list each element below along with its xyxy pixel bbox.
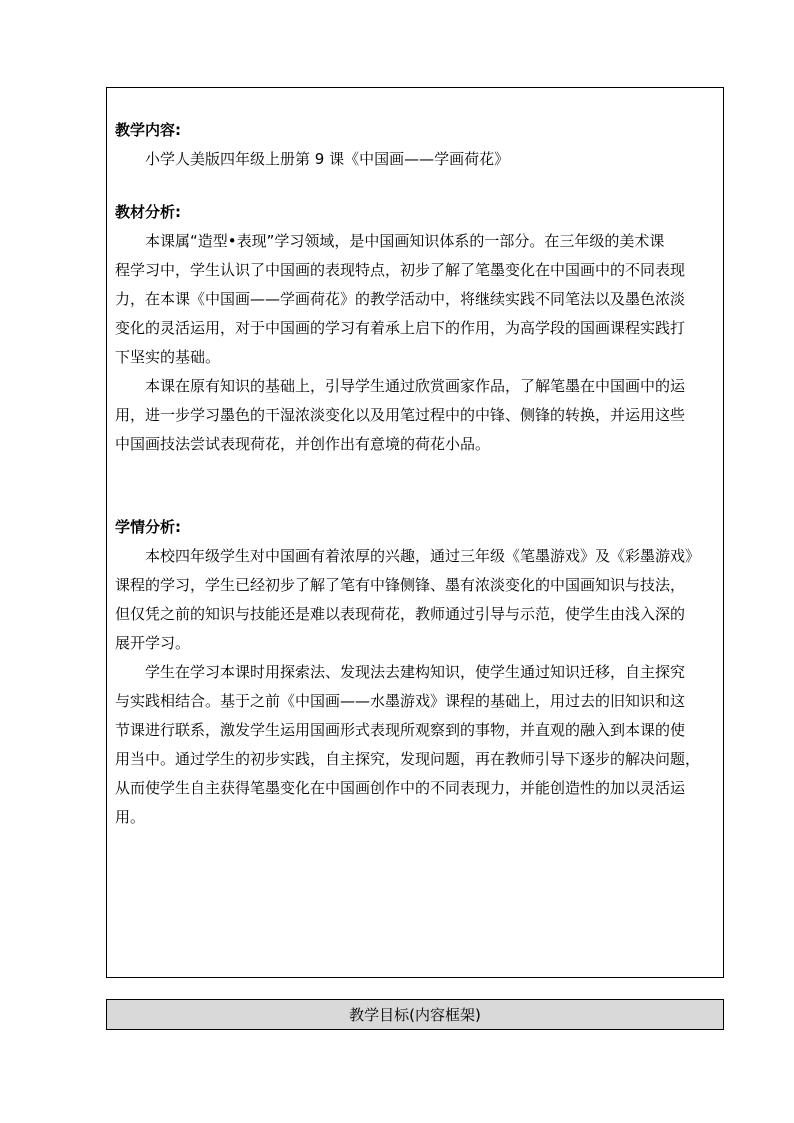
textbook-analysis-line: 本课在原有知识的基础上，引导学生通过欣赏画家作品，了解笔墨在中国画中的运	[145, 377, 686, 395]
teaching-objectives-header	[106, 999, 724, 1030]
student-analysis-title: 学情分析:	[115, 518, 181, 536]
textbook-analysis-line: 程学习中，学生认识了中国画的表现特点，初步了解了笔墨变化在中国画中的不同表现	[115, 261, 686, 279]
teaching-objectives-label: 教学目标(内容框架)	[349, 1006, 481, 1024]
teaching-content-text: 小学人美版四年级上册第 9 课《中国画——学画荷花》	[145, 150, 510, 168]
student-analysis-line: 用当中。通过学生的初步实践，自主探究，发现问题，再在教师引导下逐步的解决问题，	[115, 750, 701, 768]
lesson-plan-box	[106, 87, 724, 978]
student-analysis-line: 用。	[115, 808, 146, 826]
teaching-content-title: 教学内容:	[115, 121, 181, 139]
student-analysis-line: 课程的学习，学生已经初步了解了笔有中锋侧锋、墨有浓淡变化的中国画知识与技法，	[115, 576, 686, 594]
student-analysis-line: 与实践相结合。基于之前《中国画——水墨游戏》课程的基础上，用过去的旧知识和这	[115, 692, 686, 710]
student-analysis-line: 本校四年级学生对中国画有着浓厚的兴趣，通过三年级《笔墨游戏》及《彩墨游戏》	[145, 547, 701, 565]
textbook-analysis-line: 中国画技法尝试表现荷花，并创作出有意境的荷花小品。	[115, 435, 491, 453]
textbook-analysis-line: 变化的灵活运用，对于中国画的学习有着承上启下的作用，为高学段的国画课程实践打	[115, 319, 686, 337]
student-analysis-line: 但仅凭之前的知识与技能还是难以表现荷花，教师通过引导与示范，使学生由浅入深的	[115, 605, 686, 623]
student-analysis-line: 从而使学生自主获得笔墨变化在中国画创作中的不同表现力，并能创造性的加以灵活运	[115, 779, 686, 797]
textbook-analysis-line: 本课属“造型•表现”学习领域，是中国画知识体系的一部分。在三年级的美术课	[145, 232, 665, 250]
lesson-plan-content	[115, 116, 715, 832]
textbook-analysis-line: 用，进一步学习墨色的干湿浓淡变化以及用笔过程中的中锋、侧锋的转换，并运用这些	[115, 406, 686, 424]
textbook-analysis-title: 教材分析:	[115, 203, 181, 221]
textbook-analysis-line: 力，在本课《中国画——学画荷花》的教学活动中，将继续实践不同笔法以及墨色浓淡	[115, 290, 686, 308]
student-analysis-line: 节课进行联系，激发学生运用国画形式表现所观察到的事物，并直观的融入到本课的使	[115, 721, 686, 739]
textbook-analysis-line: 下坚实的基础。	[115, 348, 221, 366]
student-analysis-line: 学生在学习本课时用探索法、发现法去建构知识，使学生通过知识迁移，自主探究	[145, 663, 686, 681]
student-analysis-line: 展开学习。	[115, 634, 191, 652]
